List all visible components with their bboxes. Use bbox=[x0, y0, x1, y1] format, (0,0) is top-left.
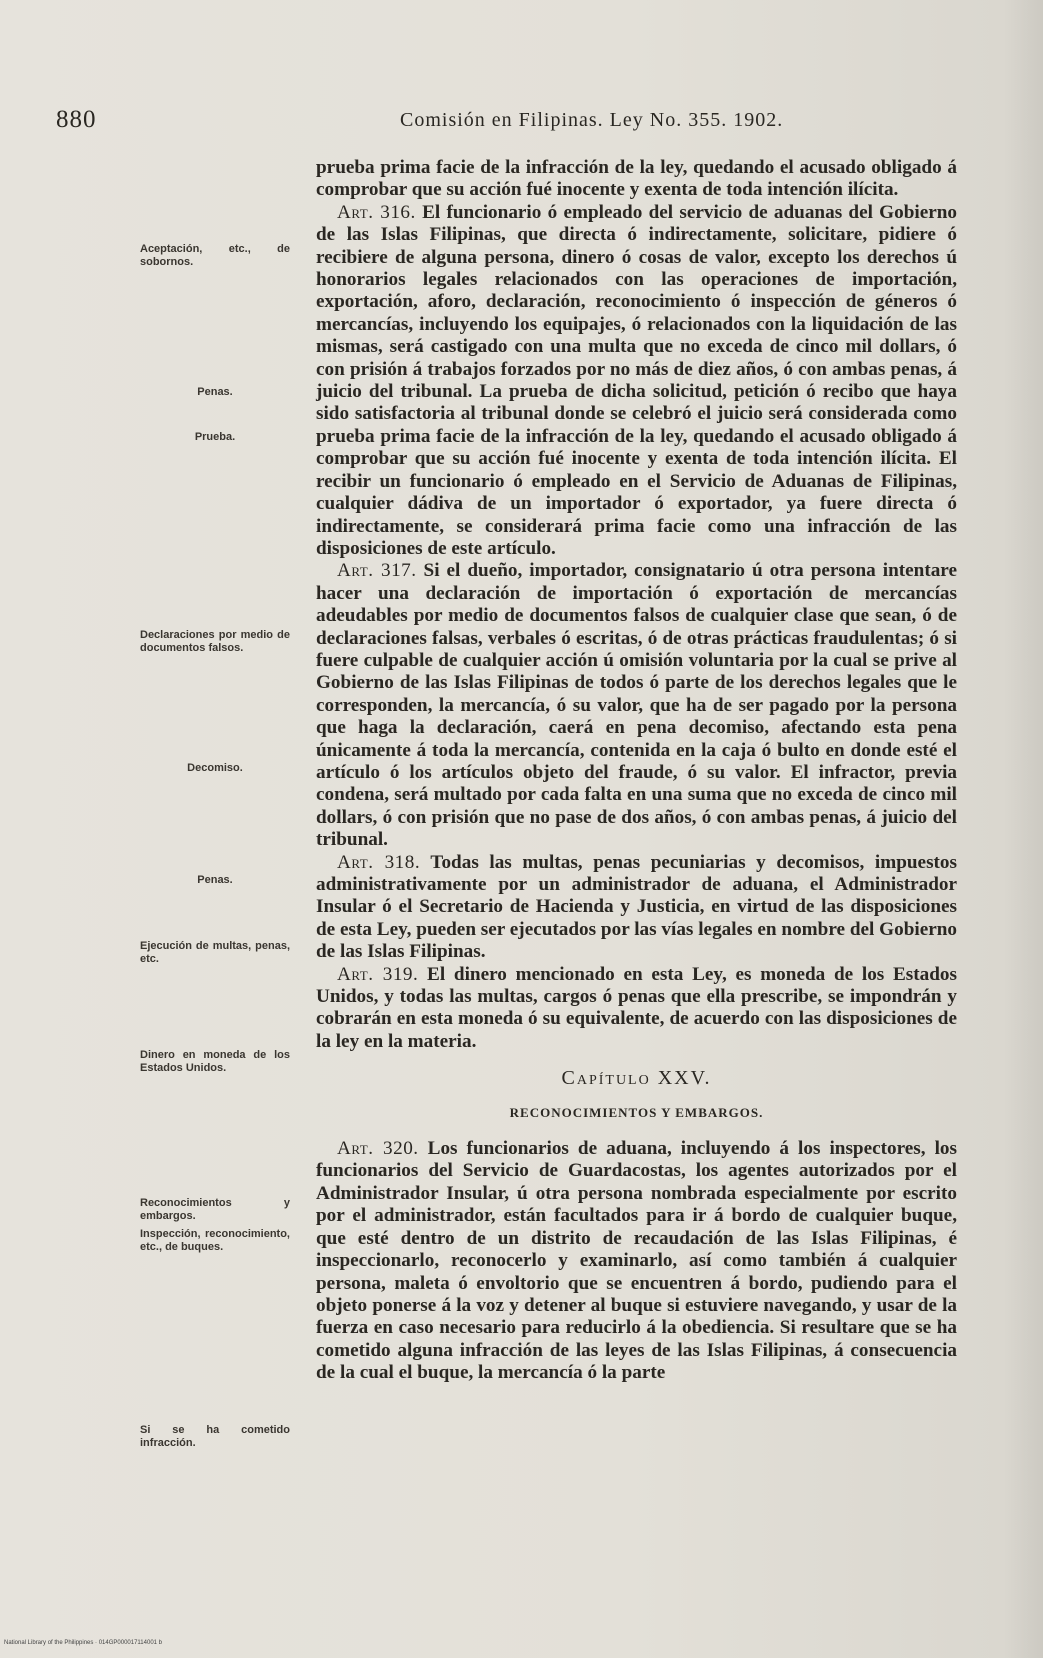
margin-note-penas-1: Penas. bbox=[197, 386, 233, 398]
margin-note-inspeccion-buques: Inspección, reconocimiento, etc., de buques. bbox=[140, 1228, 290, 1253]
article-318 bbox=[316, 852, 957, 964]
article-label: Art. 318. bbox=[337, 851, 421, 873]
paragraph-continuation: prueba prima facie de la infracción de la ley, quedando el acusado obligado á comprobar que su acción fué inocente y exenta de toda intención ilícita. bbox=[316, 157, 957, 201]
running-head: Comisión en Filipinas. Ley No. 355. 1902. bbox=[400, 109, 784, 131]
scan-footer-note: National Library of the Philippines · 014GP000017114001 b bbox=[4, 1640, 162, 1646]
section-heading: RECONOCIMIENTOS Y EMBARGOS. bbox=[509, 1104, 764, 1120]
margin-note-prueba: Prueba. bbox=[194, 431, 236, 443]
article-320 bbox=[316, 1138, 957, 1384]
page-number: 880 bbox=[56, 106, 97, 133]
article-label: Art. 317. bbox=[337, 560, 417, 582]
article-label: Art. 320. bbox=[337, 1138, 419, 1160]
margin-note-decomiso: Decomiso. bbox=[187, 762, 243, 774]
margin-note-declaraciones-falsas: Declaraciones por medio de documentos falsos. bbox=[140, 629, 290, 654]
article-text: Todas las multas, penas pecuniarias y decomisos, impuestos administrativamente por un administrador de aduana, el Administrador Insular ó el Secretario de Hacienda y Justicia, en virtud de las disposiciones de esta Ley, pueden ser ejecutados por las vías legales en nombre del Gobierno de las Islas Filipinas. bbox=[316, 851, 957, 963]
article-text: El funcionario ó empleado del servicio de aduanas del Gobierno de las Islas Filipinas, que directa ó indirectamente, solicitare, pidiere ó recibiere de alguna persona, dinero ó cosas de valor, excepto los derechos ú honorarios legales relacionados con las operaciones de importación, exportación, aforo, declaración, reconocimiento ó inspección de géneros ó mercancías, incluyendo los equipajes, ó relacionados con la liquidación de las mismas, será castigado con una multa que no exceda de cinco mil dollars, ó con prisión á trabajos forzados por no más de diez años, ó con ambas penas, á juicio del tribunal. La prueba de dicha solicitud, petición ó recibo que haya sido satisfactoria al tribunal donde se celebró el juicio será considerada como prueba prima facie de la infracción de la ley, quedando el acusado obligado á comprobar que su acción fué inocente y exenta de toda intención ilícita. El recibir un funcionario ó empleado en el Servicio de Aduanas de Filipinas, cualquier dádiva de un importador ó exportador, ya fuere directa ó indirectamente, se considerará prima facie como una infracción de las disposiciones de este artículo. bbox=[316, 201, 958, 559]
article-label: Art. 316. bbox=[337, 201, 416, 223]
article-text: Si el dueño, importador, consignatario ú otra persona intentare hacer una declaración de importación ó exportación de mercancías adeudables por medio de documentos falsos de cualquier clase que sean, ó de declaraciones falsas, verbales ó escritas, ó de otras prácticas fraudulentas; ó si fuere culpable de cualquier acción ú omisión voluntaria por la cual se prive al Gobierno de las Islas Filipinas de todos ó parte de los derechos legales que le corresponden, la mercancía, ó su valor, que ha de ser pagado por la persona que haga la declaración, caerá en pena decomiso, afectando esta pena únicamente á toda la mercancía, contenida en la caja ó bulto en donde esté el artículo ó los artículos objeto del fraude, ó su valor. El infractor, previa condena, será multado por cada falta en una suma que no exceda de cinco mil dollars, ó con prisión que no pase de dos años, ó con ambas penas, á juicio del tribunal. bbox=[316, 560, 957, 851]
article-text: Los funcionarios de aduana, incluyendo á los inspectores, los funcionarios del Servicio de Guardacostas, los agentes autorizados por el Administrador Insular, ú otra persona nombrada especialmente por escrito por el administrador, están facultados para ir á bordo de cualquier buque, que esté dentro de un distrito de recaudación de las Islas Filipinas, é inspeccionarlo, reconocerlo y examinarlo, así como también á cualquier persona, maleta ó envoltorio que se encuentren á bordo, pudiendo para el objeto ponerse á la voz y detener al buque si estuviere navegando, y usar de la fuerza en caso necesario para reducirlo á la obediencia. Si resultare que se ha cometido alguna infracción de las leyes de las Islas Filipinas, á consecuencia de la cual el buque, la mercancía ó la parte bbox=[316, 1138, 957, 1384]
main-text-column bbox=[316, 157, 957, 1385]
margin-note-si-se-ha-cometido: Si se ha cometido infracción. bbox=[140, 1424, 290, 1449]
article-text: El dinero mencionado en esta Ley, es moneda de los Estados Unidos, y todas las multas, cargos ó penas que ella prescribe, se impondrán y cobrarán en esta moneda ó su equivalente, de acuerdo con las disposiciones de la ley en la materia. bbox=[316, 963, 957, 1052]
margin-note-reconocimientos-embargos: Reconocimientos y embargos. bbox=[140, 1197, 290, 1222]
margin-note-aceptacion-sobornos: Aceptación, etc., de sobornos. bbox=[140, 243, 290, 268]
page-edge-shadow bbox=[1003, 0, 1043, 1658]
article-319 bbox=[316, 964, 957, 1054]
margin-note-ejecucion-multas: Ejecución de multas, penas, etc. bbox=[140, 940, 290, 965]
margin-note-penas-2: Penas. bbox=[197, 874, 233, 886]
chapter-heading: Capítulo XXV. bbox=[561, 1067, 712, 1090]
article-316 bbox=[316, 202, 957, 561]
margin-note-dinero-moneda: Dinero en moneda de los Estados Unidos. bbox=[140, 1049, 290, 1074]
article-317 bbox=[316, 560, 957, 851]
article-label: Art. 319. bbox=[337, 963, 419, 985]
